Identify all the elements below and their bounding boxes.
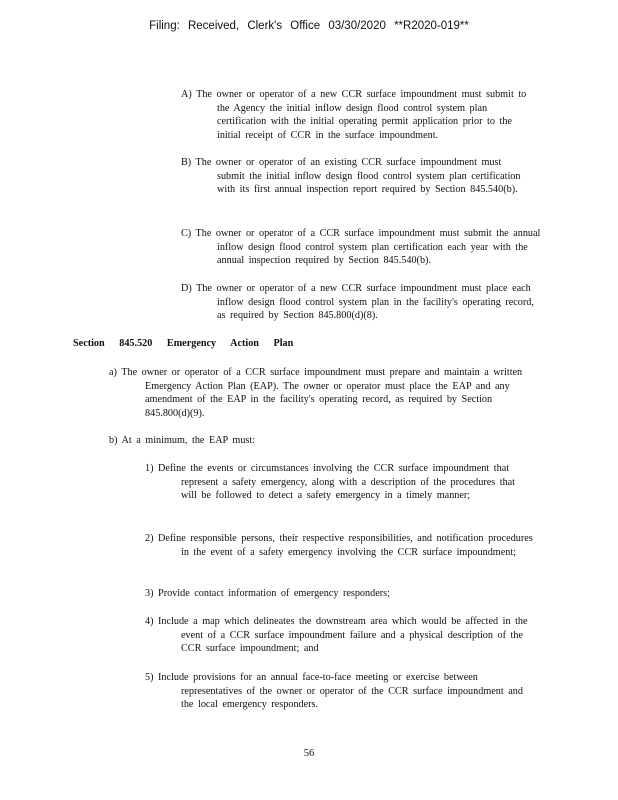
- page-number: 56: [303, 748, 315, 759]
- item-a-paragraph: A) The owner or operator of a new CCR surface impoundment must submit to the Agency the initial inflow design flood control system plan certification with the initial operating permit application prior to the initial receipt of CCR in the surface impoundment.: [181, 89, 527, 141]
- subsection-b-paragraph: b) At a minimum, the EAP must:: [109, 435, 256, 446]
- section-heading: Section 845.520 Emergency Action Plan: [73, 338, 294, 349]
- item-c-paragraph: C) The owner or operator of a CCR surface impoundment must submit the annual inflow design flood control system plan certification each year with the annual inspection required by Section 845.540(b).: [181, 228, 541, 266]
- subsection-a-paragraph: a) The owner or operator of a CCR surface impoundment must prepare and maintain a written Emergency Action Plan (EAP). The owner or operator must place the EAP and any amendment of the EAP in the facility's operating record, as required by Section 845.800(d)(9).: [109, 367, 523, 419]
- item-b-paragraph: B) The owner or operator of an existing CCR surface impoundment must submit the initial inflow design flood control system plan certification with its first annual inspection report required by Section 845.540(b).: [181, 157, 521, 195]
- filing-header: Filing: Received, Clerk's Office 03/30/2020 **R2020-019**: [149, 20, 469, 32]
- eap-item-4: 4) Include a map which delineates the downstream area which would be affected in the event of a CCR surface impoundment failure and a physical description of the CCR surface impoundment; and: [145, 616, 528, 654]
- eap-item-3: 3) Provide contact information of emergency responders;: [145, 588, 390, 599]
- eap-item-5: 5) Include provisions for an annual face-to-face meeting or exercise between representatives of the owner or operator of the CCR surface impoundment and the local emergency responders.: [145, 672, 523, 710]
- eap-item-1: 1) Define the events or circumstances involving the CCR surface impoundment that represent a safety emergency, along with a description of the procedures that will be followed to detect a safety emergency in a timely manner;: [145, 463, 516, 501]
- eap-item-2: 2) Define responsible persons, their respective responsibilities, and notification procedures in the event of a safety emergency involving the CCR surface impoundment;: [145, 533, 533, 558]
- item-d-paragraph: D) The owner or operator of a new CCR surface impoundment must place each inflow design flood control system plan in the facility's operating record, as required by Section 845.800(d)(8).: [181, 283, 534, 321]
